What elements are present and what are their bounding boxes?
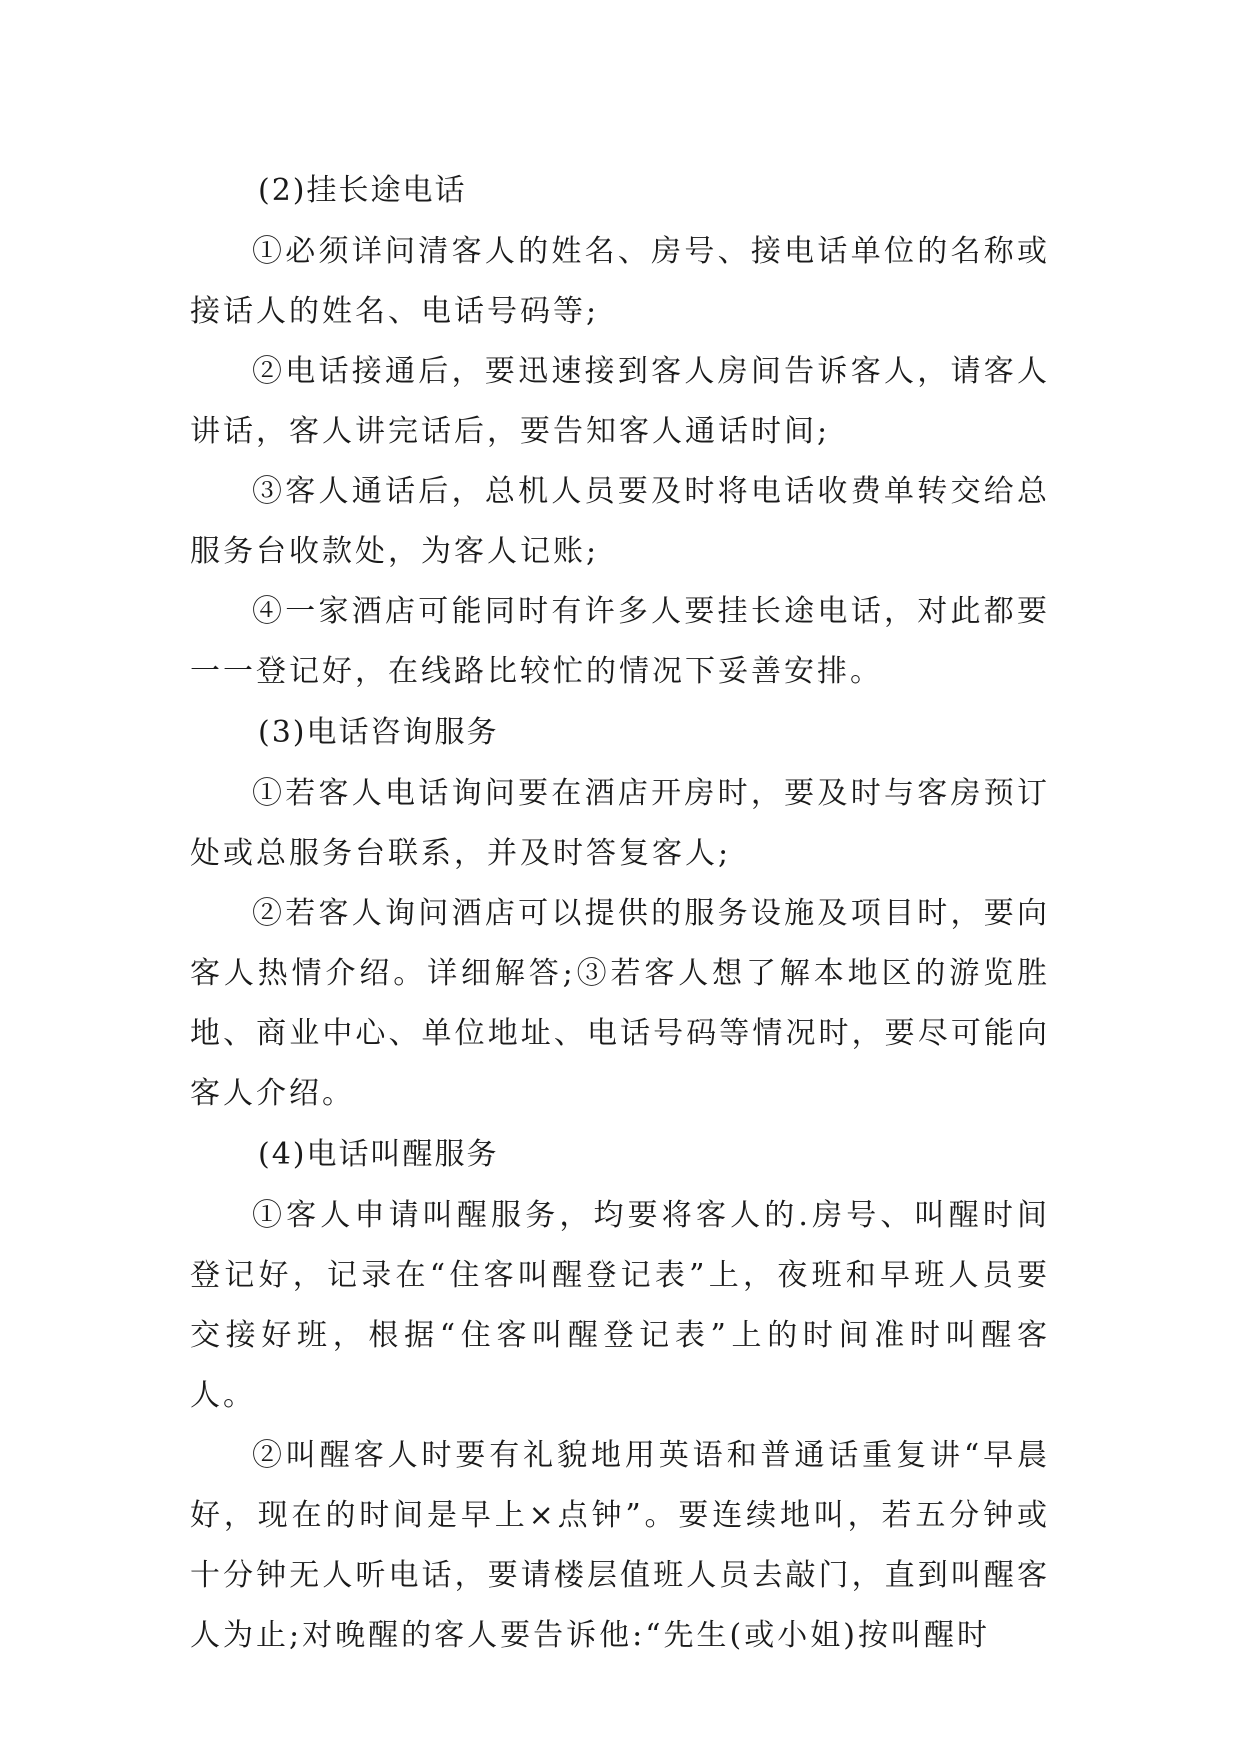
paragraph-2: ②电话接通后，要迅速接到客人房间告诉客人，请客人讲话，客人讲完话后，要告知客人通话时间; xyxy=(190,354,1050,449)
paragraph-6: ②若客人询问酒店可以提供的服务设施及项目时，要向客人热情介绍。详细解答;③若客人想了解本地区的游览胜地、商业中心、单位地址、电话号码等情况时，要尽可能向客人介绍。 xyxy=(190,896,1050,1111)
paragraph-5: ①若客人电话询问要在酒店开房时，要及时与客房预订处或总服务台联系，并及时答复客人; xyxy=(190,776,1050,871)
paragraph-7: ①客人申请叫醒服务，均要将客人的.房号、叫醒时间登记好，记录在“住客叫醒登记表”上，夜班和早班人员要交接好班，根据“住客叫醒登记表”上的时间准时叫醒客人。 xyxy=(190,1198,1050,1413)
paragraph-8: ②叫醒客人时要有礼貌地用英语和普通话重复讲“早晨好，现在的时间是早上×点钟”。要连续地叫，若五分钟或十分钟无人听电话，要请楼层值班人员去敲门，直到叫醒客人为止;对晚醒的客人要告诉他:“先生(或小姐)按叫醒时 xyxy=(190,1438,1050,1653)
document-body xyxy=(190,160,1050,1666)
section-heading-phone-inquiry: (3)电话咨询服务 xyxy=(258,715,499,750)
section-heading-wake-up-call: (4)电话叫醒服务 xyxy=(258,1137,499,1172)
paragraph-1: ①必须详问清客人的姓名、房号、接电话单位的名称或接话人的姓名、电话号码等; xyxy=(190,234,1050,329)
paragraph-4: ④一家酒店可能同时有许多人要挂长途电话，对此都要一一登记好，在线路比较忙的情况下妥善安排。 xyxy=(190,594,1050,689)
paragraph-3: ③客人通话后，总机人员要及时将电话收费单转交给总服务台收款处，为客人记账; xyxy=(190,474,1050,569)
section-heading-long-distance-call: (2)挂长途电话 xyxy=(258,173,467,208)
